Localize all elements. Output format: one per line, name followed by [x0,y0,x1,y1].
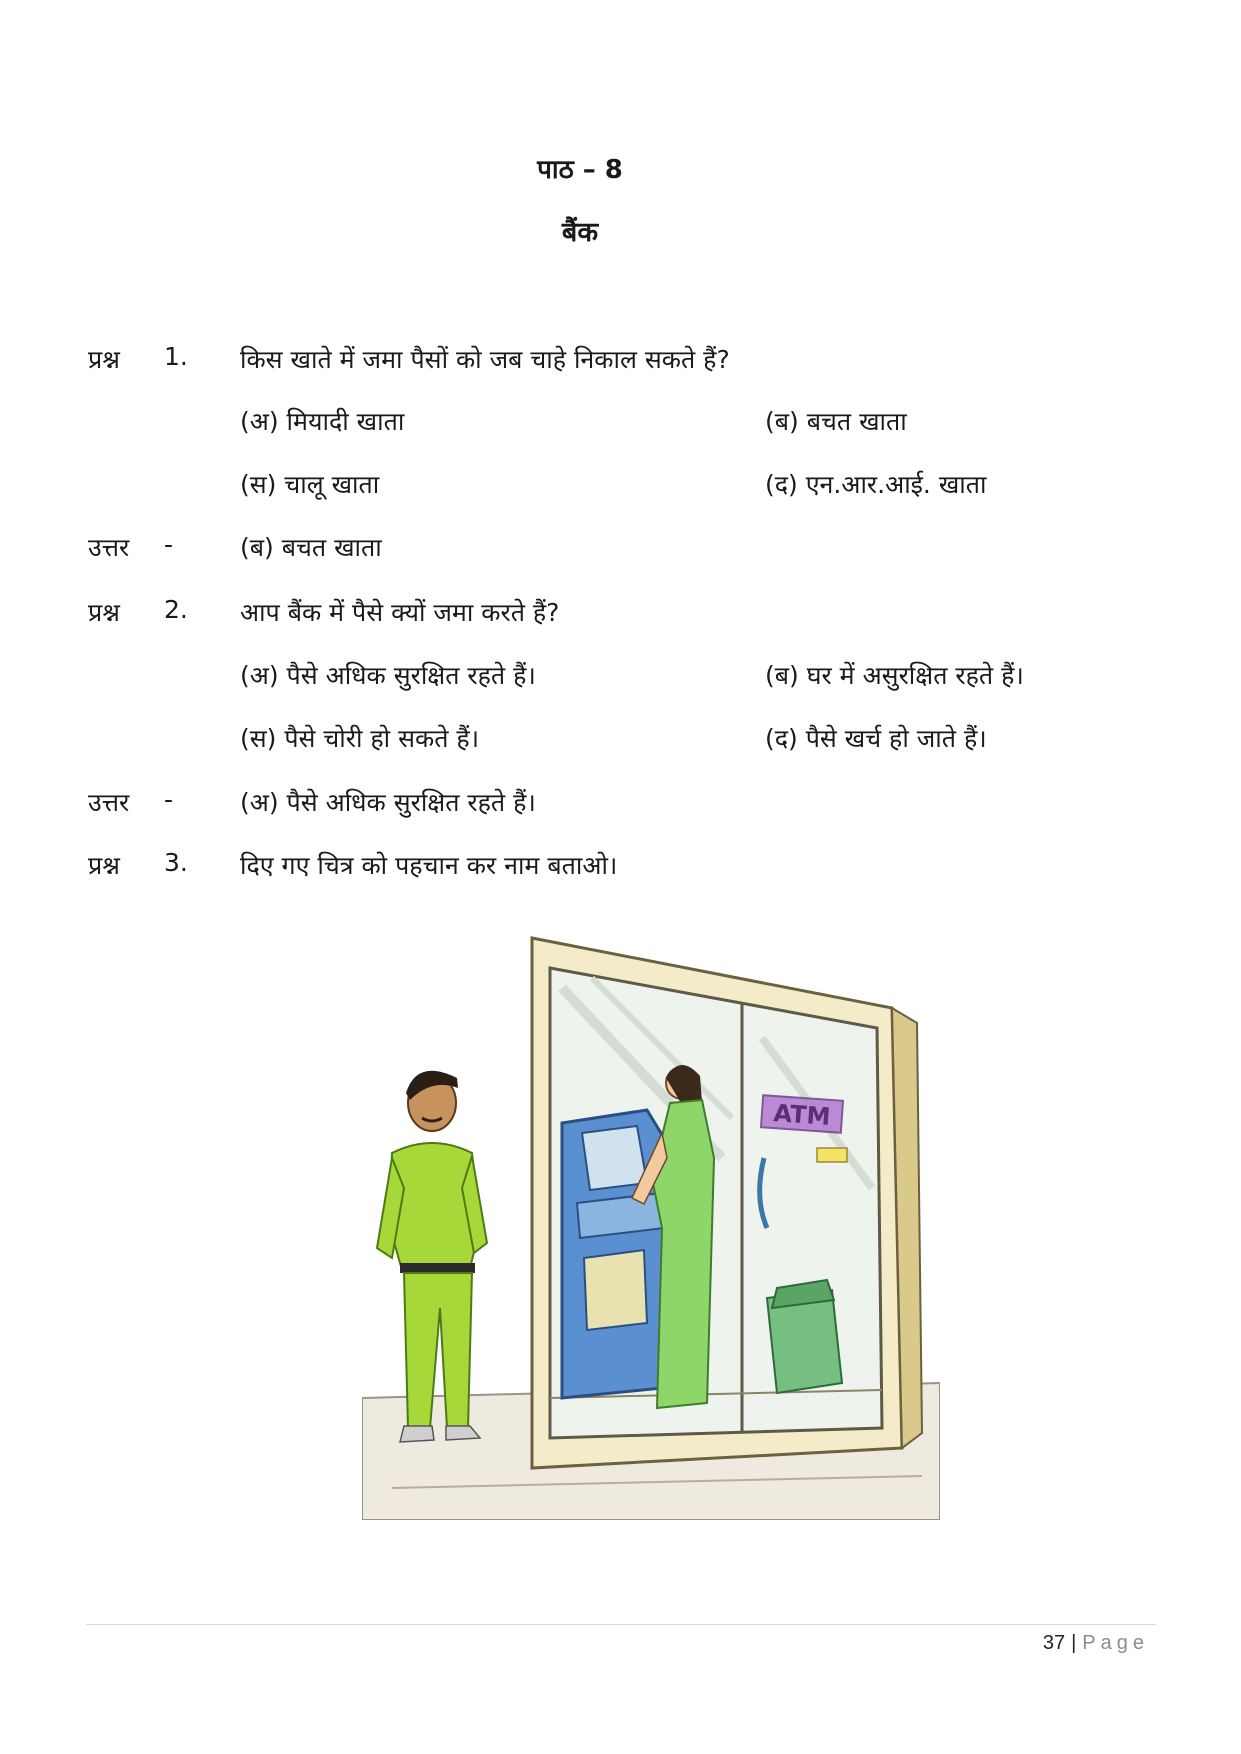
q2-label: प्रश्न [88,598,120,627]
q1-option-b: (ब) बचत खाता [765,407,907,436]
q1-answer-dash: - [164,530,174,559]
q1-option-c: (स) चालू खाता [240,470,380,499]
q3-text: दिए गए चित्र को पहचान कर नाम बताओ। [240,851,618,880]
q2-number: 2. [164,595,188,624]
q2-answer-label: उत्तर [88,788,130,817]
footer-divider [86,1624,1156,1625]
page-footer [1043,1632,1149,1655]
page-number: 37 [1042,1632,1066,1654]
q2-answer-dash: - [164,785,174,814]
q2-answer: (अ) पैसे अधिक सुरक्षित रहते हैं। [240,788,536,817]
q1-option-a: (अ) मियादी खाता [240,407,405,436]
q1-answer-label: उत्तर [88,533,130,562]
page-word: Page [1082,1632,1149,1654]
q1-label: प्रश्न [88,345,120,374]
lesson-title: बैंक [561,217,599,248]
q1-answer: (ब) बचत खाता [240,533,382,562]
q1-option-d: (द) एन.आर.आई. खाता [765,470,987,499]
lesson-number: पाठ – 8 [537,155,623,185]
q2-option-a: (अ) पैसे अधिक सुरक्षित रहते हैं। [240,661,536,690]
q2-option-d: (द) पैसे खर्च हो जाते हैं। [765,724,987,753]
q3-label: प्रश्न [88,851,120,880]
q2-option-b: (ब) घर में असुरक्षित रहते हैं। [765,661,1024,690]
footer-separator: | [1071,1632,1077,1654]
q1-text: किस खाते में जमा पैसों को जब चाहे निकाल सकते हैं? [240,345,730,374]
q2-option-c: (स) पैसे चोरी हो सकते हैं। [240,724,480,753]
atm-sign: ATM [772,1099,832,1131]
q2-text: आप बैंक में पैसे क्यों जमा करते हैं? [240,598,560,627]
atm-booth-illustration [362,928,940,1520]
q1-number: 1. [164,342,188,371]
q3-number: 3. [164,848,188,877]
